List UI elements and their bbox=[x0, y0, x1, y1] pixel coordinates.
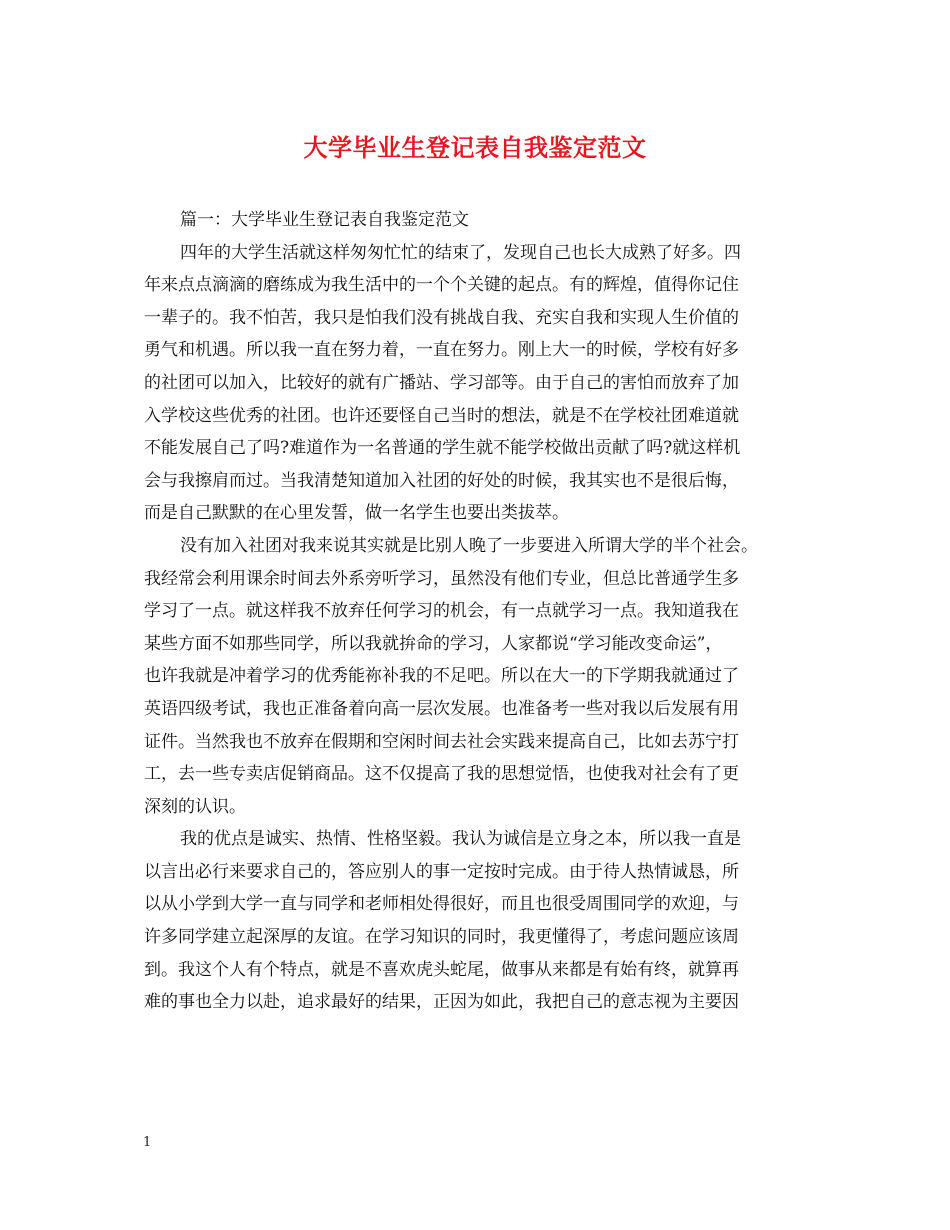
body-line: 学习了一点。就这样我不放弃任何学习的机会，有一点就学习一点。我知道我在 bbox=[144, 601, 739, 622]
body-line: 难的事也全力以赴，追求最好的结果，正因为如此，我把自己的意志视为主要因 bbox=[144, 992, 739, 1013]
body-line: 深刻的认识。 bbox=[144, 796, 246, 817]
body-line: 年来点点滴滴的磨练成为我生活中的一个个关键的起点。有的辉煌，值得你记住 bbox=[144, 275, 739, 296]
body-line: 以言出必行来要求自己的，答应别人的事一定按时完成。由于待人热情诚恳，所 bbox=[144, 861, 739, 882]
body-line: 篇一：大学毕业生登记表自我鉴定范文 bbox=[180, 210, 469, 230]
body-line: 也许我就是冲着学习的优秀能祢补我的不足吧。所以在大一的下学期我就通过了 bbox=[144, 666, 739, 687]
body-line: 到。我这个人有个特点，就是不喜欢虎头蛇尾，做事从来都是有始有终，就算再 bbox=[144, 959, 739, 980]
body-line: 勇气和机遇。所以我一直在努力着，一直在努力。刚上大一的时候，学校有好多 bbox=[144, 340, 739, 361]
body-line: 入学校这些优秀的社团。也许还要怪自己当时的想法，就是不在学校社团难道就 bbox=[144, 405, 739, 426]
body-line: 没有加入社团对我来说其实就是比别人晚了一步要进入所谓大学的半个社会。 bbox=[180, 535, 758, 556]
body-line: 不能发展自己了吗?难道作为一名普通的学生就不能学校做出贡献了吗?就这样机 bbox=[144, 438, 741, 459]
body-line: 工，去一些专卖店促销商品。这不仅提高了我的思想觉悟，也使我对社会有了更 bbox=[144, 764, 739, 785]
body-line: 而是自己默默的在心里发誓，做一名学生也要出类拔萃。 bbox=[144, 503, 569, 524]
body-line: 我的优点是诚实、热情、性格坚毅。我认为诚信是立身之本，所以我一直是 bbox=[180, 829, 741, 850]
body-line: 英语四级考试，我也正准备着向高一层次发展。也准备考一些对我以后发展有用 bbox=[144, 698, 739, 719]
document-title: 大学毕业生登记表自我鉴定范文 bbox=[303, 133, 647, 162]
body-line: 会与我擦肩而过。当我清楚知道加入社团的好处的时候，我其实也不是很后悔， bbox=[144, 470, 739, 491]
page-number: 1 bbox=[143, 1135, 152, 1150]
document-body bbox=[144, 204, 834, 1019]
body-line: 证件。当然我也不放弃在假期和空闲时间去社会实践来提高自己，比如去苏宁打 bbox=[144, 731, 739, 752]
body-line: 许多同学建立起深厚的友谊。在学习知识的同时，我更懂得了，考虑问题应该周 bbox=[144, 927, 739, 948]
body-line: 以从小学到大学一直与同学和老师相处得很好，而且也很受周围同学的欢迎，与 bbox=[144, 894, 739, 915]
body-line: 四年的大学生活就这样匆匆忙忙的结束了，发现自己也长大成熟了好多。四 bbox=[180, 242, 741, 263]
body-line: 一辈子的。我不怕苦，我只是怕我们没有挑战自我、充实自我和实现人生价值的 bbox=[144, 307, 739, 328]
body-line: 的社团可以加入，比较好的就有广播站、学习部等。由于自己的害怕而放弃了加 bbox=[144, 372, 739, 393]
body-line: 某些方面不如那些同学，所以我就拚命的学习，人家都说“学习能改变命运”， bbox=[144, 633, 723, 654]
body-line: 我经常会利用课余时间去外系旁听学习，虽然没有他们专业，但总比普通学生多 bbox=[144, 568, 739, 589]
